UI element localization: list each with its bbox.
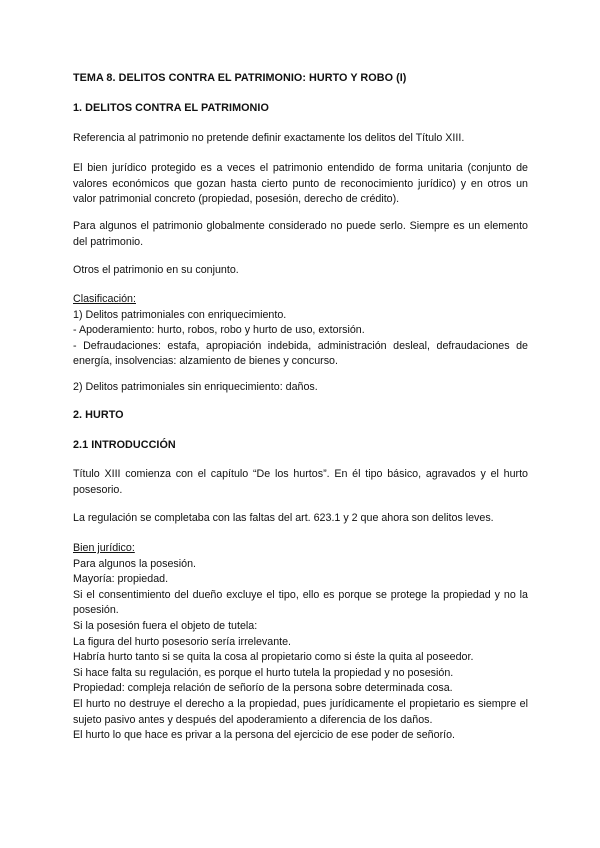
- section1-paragraph-1: Referencia al patrimonio no pretende definir exactamente los delitos del Título XIII.: [73, 132, 465, 144]
- bien-juridico-line: Habría hurto tanto si se quita la cosa al propietario como si éste la quita al poseedor.: [73, 651, 474, 664]
- bien-juridico-line: La figura del hurto posesorio sería irrelevante.: [73, 635, 292, 648]
- bien-juridico-line: Si la posesión fuera el objeto de tutela:: [73, 619, 258, 632]
- bien-juridico-line: Mayoría: propiedad.: [73, 573, 169, 586]
- bien-juridico-line: El hurto lo que hace es privar a la persona del ejercicio de ese poder de señorío.: [73, 729, 456, 742]
- bien-juridico-line: Si el consentimiento del dueño excluye el tipo, ello es porque se protege la propiedad y no la posesión.: [73, 588, 528, 617]
- section2-heading: 2. HURTO: [73, 409, 124, 421]
- document-title: TEMA 8. DELITOS CONTRA EL PATRIMONIO: HURTO Y ROBO (I): [73, 72, 407, 84]
- bien-juridico-line: El hurto no destruye el derecho a la propiedad, pues jurídicamente el propietario es siempre el sujeto pasivo antes y después del apoderamiento a diferencia de los daños.: [73, 697, 528, 726]
- section2-paragraph-2: La regulación se completaba con las faltas del art. 623.1 y 2 que ahora son delitos leves.: [73, 512, 494, 524]
- bien-juridico-block: [73, 541, 528, 744]
- section1-heading: 1. DELITOS CONTRA EL PATRIMONIO: [73, 102, 269, 114]
- section1-paragraph-4: Otros el patrimonio en su conjunto.: [73, 264, 239, 276]
- classification-item: - Defraudaciones: estafa, apropiación indebida, administración desleal, defraudaciones de energía, insolvencias: alzamiento de bienes y concurso.: [73, 339, 528, 368]
- section2-paragraph-1: Título XIII comienza con el capítulo “De los hurtos”. En él tipo básico, agravados y el hurto posesorio.: [73, 468, 528, 496]
- bien-juridico-line: Si hace falta su regulación, es porque el hurto tutela la propiedad y no posesión.: [73, 666, 454, 679]
- section1-paragraph-2: El bien jurídico protegido es a veces el patrimonio entendido de forma unitaria (conjunto de valores económicos que gozan hasta cierto punto de reconocimiento jurídico) y en otros un valor patrimonial concreto (propiedad, posesión, derecho de crédito).: [73, 162, 528, 206]
- classification-item-2: 2) Delitos patrimoniales sin enriquecimiento: daños.: [73, 381, 318, 393]
- bien-juridico-line: Para algunos la posesión.: [73, 557, 196, 570]
- classification-item: - Apoderamiento: hurto, robos, robo y hurto de uso, extorsión.: [73, 324, 365, 337]
- classification-item: 1) Delitos patrimoniales con enriquecimiento.: [73, 308, 287, 321]
- bien-juridico-label: Bien jurídico:: [73, 542, 135, 554]
- bien-juridico-line: Propiedad: compleja relación de señorío de la persona sobre determinada cosa.: [73, 682, 453, 695]
- section2-subheading: 2.1 INTRODUCCIÓN: [73, 439, 176, 451]
- section1-paragraph-3: Para algunos el patrimonio globalmente considerado no puede serlo. Siempre es un elemento del patrimonio.: [73, 220, 528, 248]
- classification-block: [73, 292, 528, 370]
- classification-label: Clasificación:: [73, 293, 136, 305]
